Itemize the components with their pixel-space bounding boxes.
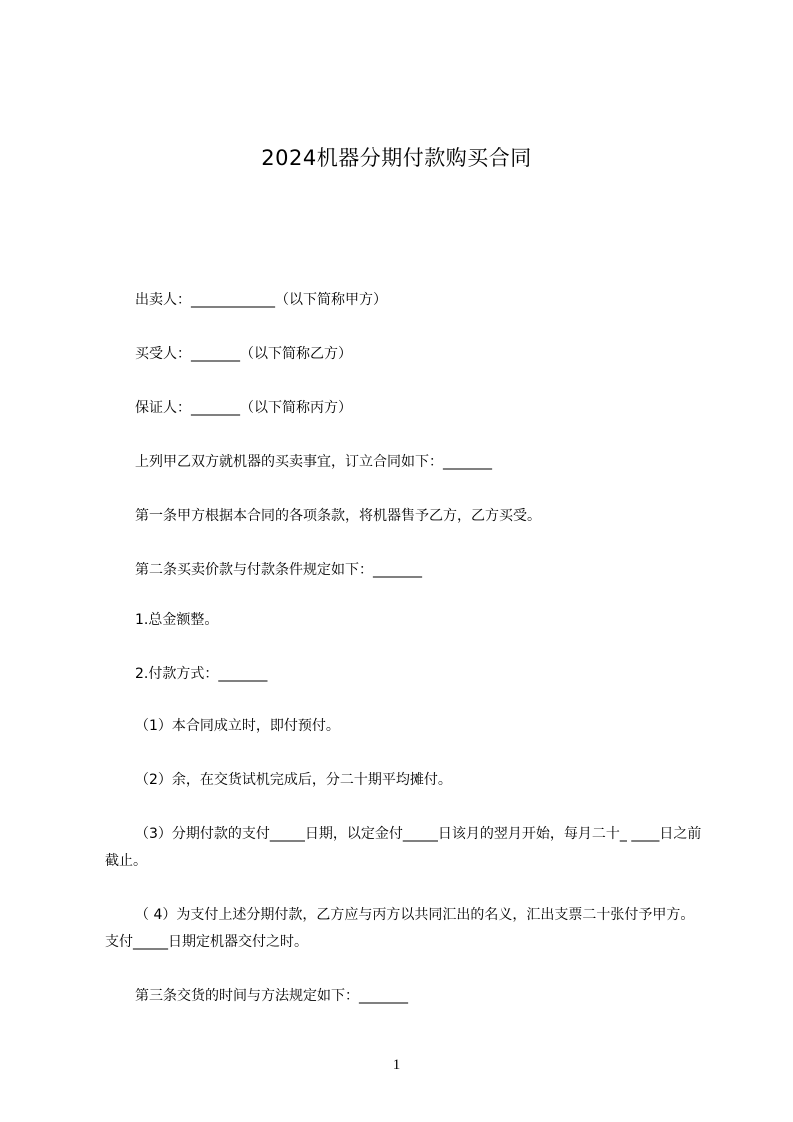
article-2-paragraph: 第二条买卖价款与付款条件规定如下：_______ bbox=[135, 562, 422, 578]
page-number: 1 bbox=[392, 1057, 401, 1073]
buyer-line: 买受人：_______（以下简称乙方） bbox=[135, 346, 352, 362]
article-3-paragraph: 第三条交货的时间与方法规定如下：_______ bbox=[135, 988, 408, 1004]
total-amount-item: 1.总金额整。 bbox=[135, 612, 219, 628]
article-1-paragraph: 第一条甲方根据本合同的各项条款，将机器售予乙方，乙方买受。 bbox=[135, 508, 541, 524]
preamble-paragraph: 上列甲乙双方就机器的买卖事宜，订立合同如下：_______ bbox=[135, 454, 492, 470]
payment-subitem-3: （3）分期付款的支付_____日期，以定金付_____日该月的翌月开始，每月二十_ ____日之前截止。 bbox=[105, 826, 702, 869]
seller-line: 出卖人：____________（以下简称甲方） bbox=[135, 292, 387, 308]
payment-subitem-1: （1）本合同成立时，即付预付。 bbox=[135, 718, 340, 734]
guarantor-line: 保证人：_______（以下简称丙方） bbox=[135, 400, 352, 416]
payment-subitem-2: （2）余，在交货试机完成后，分二十期平均摊付。 bbox=[135, 772, 452, 788]
document-title: 2024机器分期付款购买合同 bbox=[261, 146, 532, 170]
payment-method-item: 2.付款方式：_______ bbox=[135, 666, 268, 682]
payment-subitem-4: （ 4）为支付上述分期付款，乙方应与丙方以共同汇出的名义，汇出支票二十张付予甲方。支付_____日期定机器交付之时。 bbox=[105, 907, 695, 950]
